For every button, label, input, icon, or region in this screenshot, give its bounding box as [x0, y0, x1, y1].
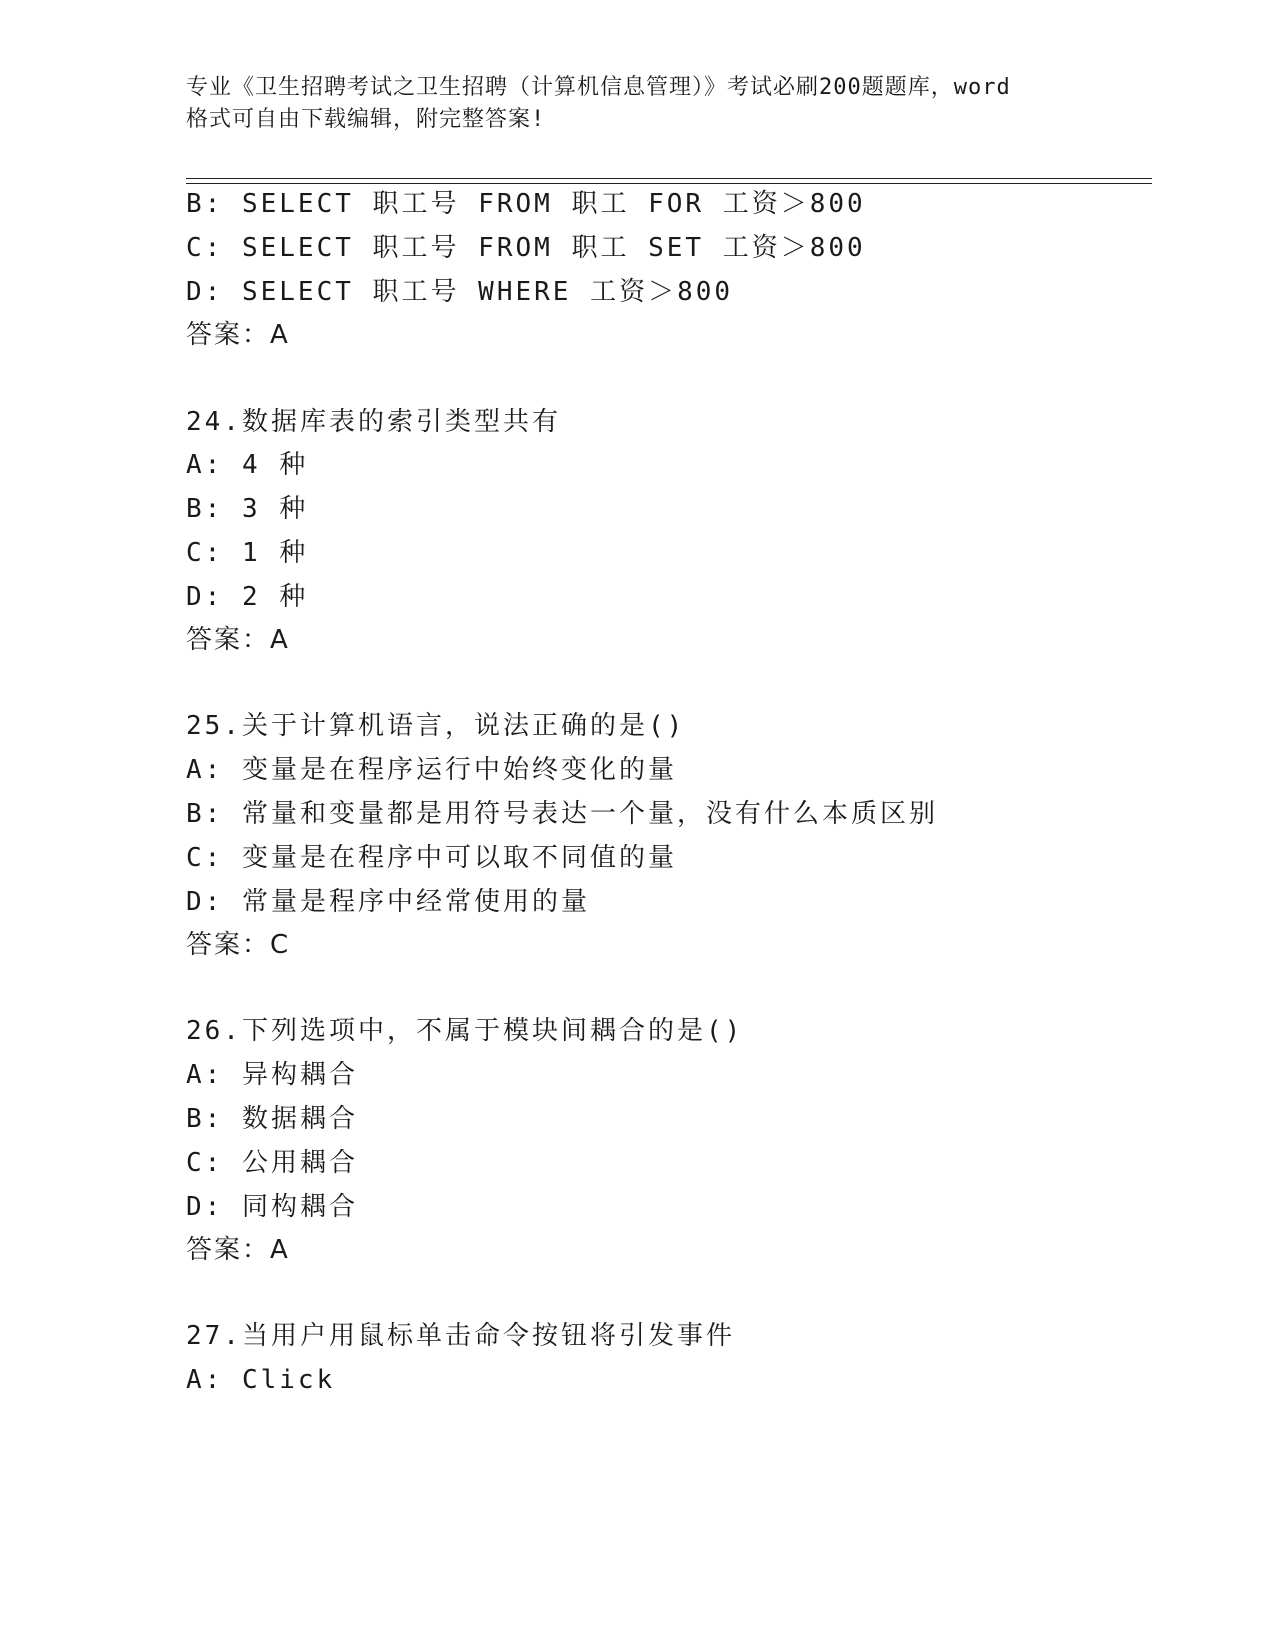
q24-question: 24.数据库表的索引类型共有: [186, 407, 561, 437]
q26-option-a: A: 异构耦合: [186, 1060, 358, 1090]
header-title-line-1: 专业《卫生招聘考试之卫生招聘（计算机信息管理）》考试必刷200题题库，word: [186, 75, 1011, 100]
q25-question: 25.关于计算机语言，说法正确的是(): [186, 711, 686, 741]
q24-answer: 答案：A: [186, 625, 290, 655]
q24-option-c: C: 1 种: [186, 538, 309, 568]
q23-option-d: D: SELECT 职工号 WHERE 工资＞800: [186, 277, 734, 307]
q25-option-b: B: 常量和变量都是用符号表达一个量，没有什么本质区别: [186, 799, 938, 829]
header-title-line-2: 格式可自由下载编辑，附完整答案!: [186, 107, 546, 132]
q24-option-a: A: 4 种: [186, 450, 309, 480]
header-divider-bottom: [186, 183, 1152, 184]
q25-option-d: D: 常量是程序中经常使用的量: [186, 887, 590, 917]
q26-option-b: B: 数据耦合: [186, 1104, 358, 1134]
q25-option-a: A: 变量是在程序运行中始终变化的量: [186, 755, 677, 785]
q26-answer: 答案：A: [186, 1235, 290, 1265]
header-divider-top: [186, 178, 1152, 179]
q24-option-b: B: 3 种: [186, 494, 309, 524]
q27-question: 27.当用户用鼠标单击命令按钮将引发事件: [186, 1321, 735, 1351]
q25-answer: 答案：C: [186, 930, 291, 960]
q23-option-b: B: SELECT 职工号 FROM 职工 FOR 工资＞800: [186, 189, 866, 219]
q26-question: 26.下列选项中，不属于模块间耦合的是(): [186, 1016, 744, 1046]
document-header: [186, 72, 1086, 136]
q23-option-c: C: SELECT 职工号 FROM 职工 SET 工资＞800: [186, 233, 866, 263]
q24-option-d: D: 2 种: [186, 582, 309, 612]
q27-option-a: A: Click: [186, 1365, 336, 1395]
q26-option-d: D: 同构耦合: [186, 1192, 358, 1222]
q26-option-c: C: 公用耦合: [186, 1148, 358, 1178]
q23-answer: 答案：A: [186, 320, 290, 350]
q25-option-c: C: 变量是在程序中可以取不同值的量: [186, 843, 677, 873]
